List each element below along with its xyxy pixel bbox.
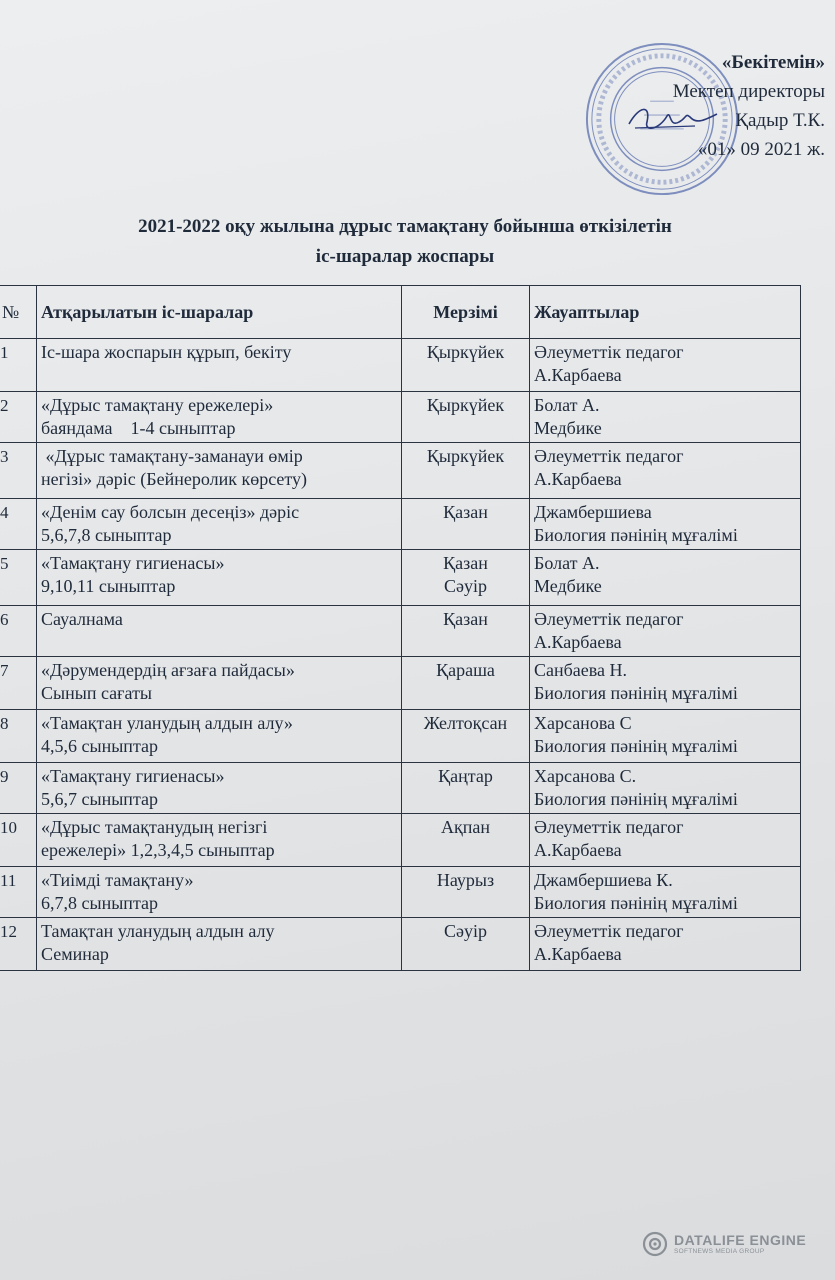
responsible-cell-line: Джамбершиева К. xyxy=(534,870,673,890)
responsible-cell xyxy=(530,710,801,763)
responsible-cell xyxy=(530,606,801,657)
term-cell xyxy=(402,867,530,918)
term-cell-line: Сәуір xyxy=(444,921,487,941)
watermark xyxy=(642,1231,806,1257)
responsible-cell-line: Джамбершиева xyxy=(534,502,652,522)
activity-cell-line: 4,5,6 сыныптар xyxy=(41,736,159,756)
responsible-cell-line: Харсанова С xyxy=(534,713,632,733)
responsible-cell-line: Биология пәнінің мұғалімі xyxy=(534,789,738,809)
responsible-cell-line: А.Карбаева xyxy=(534,632,622,652)
row-number: 9 xyxy=(0,763,37,814)
activity-cell xyxy=(37,918,402,971)
term-cell-line: Қазан xyxy=(443,609,488,629)
row-number: 12 xyxy=(0,918,37,971)
header-activity: Атқарылатын іс-шаралар xyxy=(37,286,402,339)
term-cell-line: Қаңтар xyxy=(438,766,493,786)
responsible-cell-line: Санбаева Н. xyxy=(534,660,628,680)
activity-cell xyxy=(37,814,402,867)
watermark-subtitle: SOFTNEWS MEDIA GROUP xyxy=(674,1247,765,1255)
responsible-cell-line: Биология пәнінің мұғалімі xyxy=(534,683,738,703)
responsible-cell-line: А.Карбаева xyxy=(534,944,622,964)
activity-cell xyxy=(37,867,402,918)
responsible-cell-line: Әлеуметтік педагог xyxy=(534,342,684,362)
responsible-cell-line: А.Карбаева xyxy=(534,469,622,489)
term-cell-line: Қараша xyxy=(436,660,495,680)
term-cell-line: Қыркүйек xyxy=(426,446,505,466)
watermark-name: DATALIFE ENGINE xyxy=(674,1231,807,1248)
activity-cell-line: «Дұрыс тамақтану-заманауи өмір xyxy=(41,446,303,466)
table-header-row xyxy=(0,286,801,339)
activity-cell-line: Тамақтан уланудың алдын алу xyxy=(41,921,275,941)
activity-cell-line: «Дұрыс тамақтану ережелері» xyxy=(41,395,274,415)
table-row xyxy=(0,392,801,443)
row-number: 6 xyxy=(0,606,37,657)
responsible-cell-line: Медбике xyxy=(534,576,602,596)
responsible-cell xyxy=(530,814,801,867)
activity-cell xyxy=(37,550,402,606)
activity-cell xyxy=(37,339,402,392)
table-row xyxy=(0,763,801,814)
activity-cell-line: баяндама 1-4 сыныптар xyxy=(41,418,236,438)
responsible-cell xyxy=(530,443,801,499)
term-cell xyxy=(402,499,530,550)
activity-cell-line: «Тамақтану гигиенасы» xyxy=(41,766,225,786)
responsible-cell-line: Болат А. xyxy=(534,553,600,573)
responsible-cell xyxy=(530,867,801,918)
table-row xyxy=(0,918,801,971)
term-cell-line: Қазан xyxy=(443,502,488,522)
responsible-cell xyxy=(530,499,801,550)
term-cell-line: Желтоқсан xyxy=(423,713,508,733)
term-cell xyxy=(402,550,530,606)
activity-cell xyxy=(37,392,402,443)
responsible-cell-line: Әлеуметтік педагог xyxy=(534,446,684,466)
row-number: 3 xyxy=(0,443,37,499)
term-cell xyxy=(402,918,530,971)
table-row xyxy=(0,657,801,710)
activity-cell xyxy=(37,710,402,763)
responsible-cell xyxy=(530,392,801,443)
term-cell-line: Қыркүйек xyxy=(426,342,505,362)
document-title-line1: 2021-2022 оқу жылына дұрыс тамақтану бойынша өткізілетін xyxy=(138,216,672,237)
term-cell xyxy=(402,392,530,443)
row-number: 8 xyxy=(0,710,37,763)
responsible-cell-line: Биология пәнінің мұғалімі xyxy=(534,525,738,545)
activity-cell-line: 5,6,7,8 сыныптар xyxy=(41,525,172,545)
table-row xyxy=(0,710,801,763)
term-cell-line: Сәуір xyxy=(444,576,487,596)
table-row xyxy=(0,550,801,606)
responsible-cell-line: Биология пәнінің мұғалімі xyxy=(534,736,738,756)
activity-cell-line: негізі» дәріс (Бейнеролик көрсету) xyxy=(41,469,308,489)
responsible-cell xyxy=(530,918,801,971)
datalife-logo-icon xyxy=(642,1231,668,1257)
term-cell-line: Қыркүйек xyxy=(426,395,505,415)
term-cell-line: Ақпан xyxy=(441,817,490,837)
activity-cell xyxy=(37,606,402,657)
row-number: 1 xyxy=(0,339,37,392)
activity-cell-line: Сауалнама xyxy=(41,609,123,629)
approval-name: Қадыр Т.К. xyxy=(735,110,825,131)
responsible-cell-line: Харсанова С. xyxy=(534,766,637,786)
activity-cell-line: «Денім сау болсын десеңіз» дәріс xyxy=(41,502,300,522)
row-number: 11 xyxy=(0,867,37,918)
term-cell-line: Қазан xyxy=(443,553,488,573)
row-number: 7 xyxy=(0,657,37,710)
table-row xyxy=(0,814,801,867)
activity-plan-table xyxy=(0,285,801,971)
row-number: 10 xyxy=(0,814,37,867)
responsible-cell xyxy=(530,763,801,814)
document-title-line2: іс-шаралар жоспары xyxy=(315,246,495,267)
term-cell xyxy=(402,710,530,763)
term-cell xyxy=(402,339,530,392)
activity-cell xyxy=(37,763,402,814)
approval-date: «01» 09 2021 ж. xyxy=(697,139,825,160)
header-responsible: Жауаптылар xyxy=(530,286,801,339)
row-number: 2 xyxy=(0,392,37,443)
responsible-cell-line: Әлеуметтік педагог xyxy=(534,609,684,629)
activity-cell-line: 5,6,7 сыныптар xyxy=(41,789,159,809)
header-term: Мерзімі xyxy=(402,286,530,339)
responsible-cell xyxy=(530,657,801,710)
responsible-cell xyxy=(530,339,801,392)
activity-cell-line: Сынып сағаты xyxy=(41,683,153,703)
responsible-cell-line: Биология пәнінің мұғалімі xyxy=(534,893,738,913)
responsible-cell-line: А.Карбаева xyxy=(534,840,622,860)
activity-cell-line: «Тамақтану гигиенасы» xyxy=(41,553,225,573)
activity-cell-line: ережелері» 1,2,3,4,5 сыныптар xyxy=(41,840,275,860)
table-row xyxy=(0,339,801,392)
activity-cell-line: «Дұрыс тамақтанудың негізгі xyxy=(41,817,268,837)
table-row xyxy=(0,606,801,657)
responsible-cell-line: А.Карбаева xyxy=(534,365,622,385)
activity-cell-line: Іс-шара жоспарын құрып, бекіту xyxy=(41,342,292,362)
activity-cell-line: Семинар xyxy=(41,944,109,964)
term-cell xyxy=(402,443,530,499)
approval-title: «Бекітемін» xyxy=(721,52,825,73)
term-cell-line: Наурыз xyxy=(436,870,495,890)
row-number: 4 xyxy=(0,499,37,550)
responsible-cell-line: Әлеуметтік педагог xyxy=(534,921,684,941)
activity-cell xyxy=(37,443,402,499)
responsible-cell-line: Медбике xyxy=(534,418,602,438)
table-row xyxy=(0,499,801,550)
responsible-cell xyxy=(530,550,801,606)
header-number: № xyxy=(0,286,37,339)
activity-cell-line: «Тамақтан уланудың алдын алу» xyxy=(41,713,293,733)
activity-cell xyxy=(37,499,402,550)
responsible-cell-line: Болат А. xyxy=(534,395,600,415)
row-number: 5 xyxy=(0,550,37,606)
activity-cell-line: «Тиімді тамақтану» xyxy=(41,870,194,890)
term-cell xyxy=(402,763,530,814)
responsible-cell-line: Әлеуметтік педагог xyxy=(534,817,684,837)
approval-position: Мектеп директоры xyxy=(672,81,825,102)
activity-cell xyxy=(37,657,402,710)
term-cell xyxy=(402,606,530,657)
table-row xyxy=(0,867,801,918)
activity-cell-line: 6,7,8 сыныптар xyxy=(41,893,159,913)
approval-block xyxy=(673,48,825,164)
table-row xyxy=(0,443,801,499)
term-cell xyxy=(402,814,530,867)
activity-cell-line: «Дәрумендердің ағзаға пайдасы» xyxy=(41,660,295,680)
term-cell xyxy=(402,657,530,710)
activity-cell-line: 9,10,11 сыныптар xyxy=(41,576,176,596)
